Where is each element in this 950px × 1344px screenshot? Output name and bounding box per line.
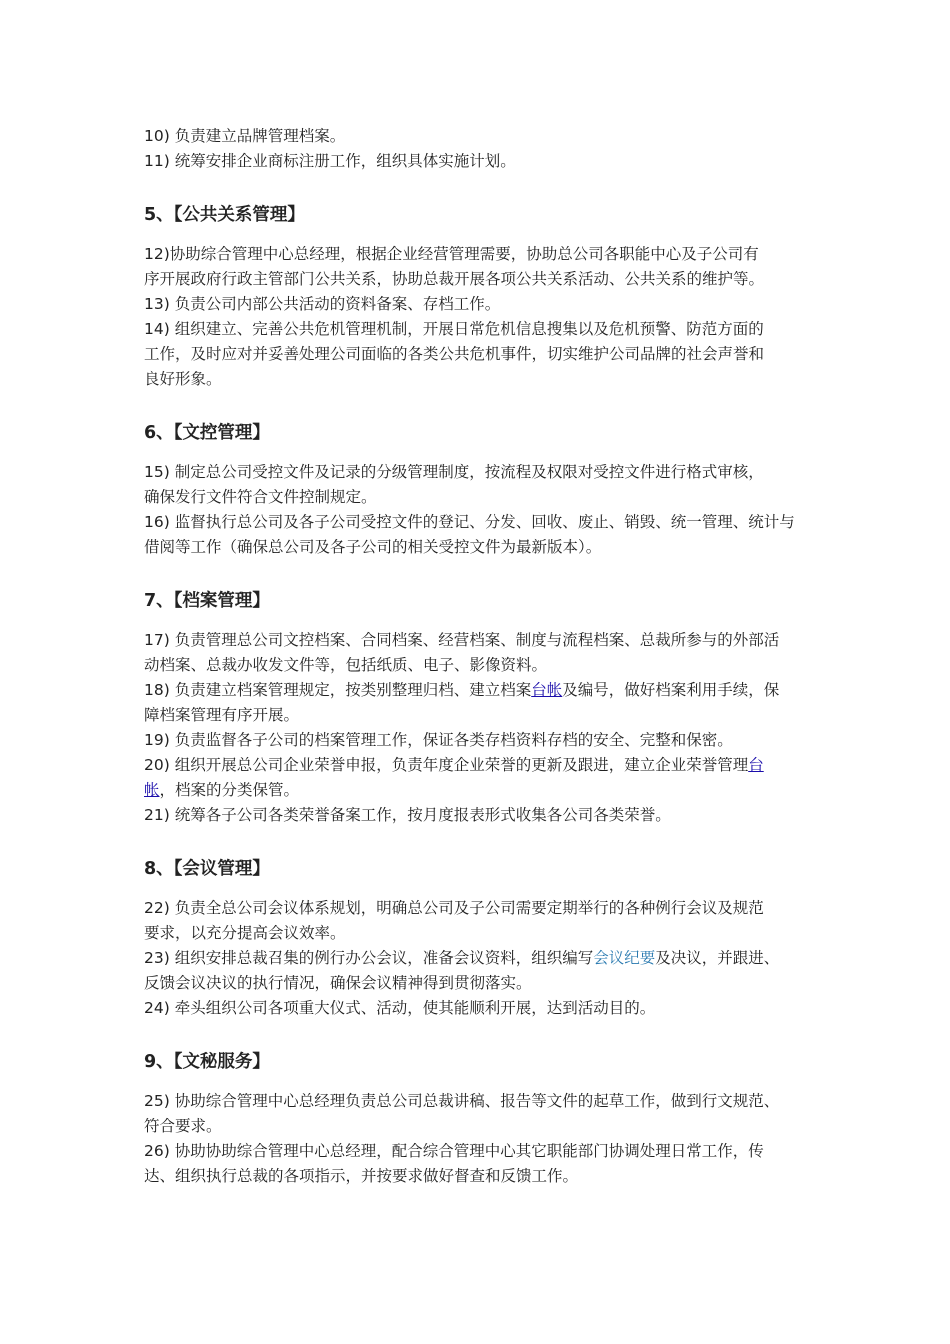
item-20-line [144, 778, 816, 803]
item-23-text: 及决议，并跟进、 [655, 949, 780, 967]
item-18-text: 18) 负责建立档案管理规定，按类别整理归档、建立档案 [144, 681, 532, 699]
item-15-line: 确保发行文件符合文件控制规定。 [144, 488, 377, 506]
item-20-line [144, 753, 816, 778]
item-16-line: 借阅等工作（确保总公司及各子公司的相关受控文件为最新版本）。 [144, 538, 602, 556]
section-heading-9: 9、【文秘服务】 [144, 1052, 270, 1072]
item-14-line: 工作，及时应对并妥善处理公司面临的各类公共危机事件，切实维护公司品牌的社会声誉和 [144, 345, 765, 363]
item-14-line: 良好形象。 [144, 370, 222, 388]
item-18-line: 障档案管理有序开展。 [144, 706, 300, 724]
item-12 [144, 242, 816, 292]
item-22-line: 22) 负责全总公司会议体系规划，明确总公司及子公司需要定期举行的各种例行会议及规范 [144, 899, 764, 917]
item-18 [144, 678, 816, 728]
ledger-link[interactable]: 台帐 [531, 681, 563, 699]
item-20 [144, 753, 816, 803]
item-20-text: 20) 组织开展总公司企业荣誉申报，负责年度企业荣誉的更新及跟进，建立企业荣誉管理 [144, 756, 749, 774]
item-10: 10) 负责建立品牌管理档案。 [144, 127, 346, 145]
item-14-line: 14) 组织建立、完善公共危机管理机制，开展日常危机信息搜集以及危机预警、防范方面的 [144, 320, 764, 338]
item-15 [144, 460, 816, 510]
item-11: 11) 统筹安排企业商标注册工作，组织具体实施计划。 [144, 152, 516, 170]
ledger-link-part2[interactable]: 帐 [144, 781, 160, 799]
item-26 [144, 1139, 816, 1189]
item-15-line: 15) 制定总公司受控文件及记录的分级管理制度，按流程及权限对受控文件进行格式审核， [144, 463, 764, 481]
section-heading-8: 8、【会议管理】 [144, 859, 270, 879]
item-26-line: 26) 协助协助综合管理中心总经理，配合综合管理中心其它职能部门协调处理日常工作，传 [144, 1142, 764, 1160]
item-18-line [144, 678, 816, 703]
item-23 [144, 946, 816, 996]
document-page [144, 124, 816, 1189]
item-21: 21) 统筹各子公司各类荣誉备案工作，按月度报表形式收集各公司各类荣誉。 [144, 806, 671, 824]
item-16-line: 16) 监督执行总公司及各子公司受控文件的登记、分发、回收、废止、销毁、统一管理、统计与 [144, 513, 795, 531]
item-14 [144, 317, 816, 392]
item-24: 24) 牵头组织公司各项重大仪式、活动，使其能顺利开展，达到活动目的。 [144, 999, 656, 1017]
item-12-line: 12)协助综合管理中心总经理，根据企业经营管理需要，协助总公司各职能中心及子公司有 [144, 245, 759, 263]
ledger-link-part1[interactable]: 台 [748, 756, 764, 774]
meeting-minutes-link[interactable]: 会议纪要 [593, 949, 656, 967]
item-19: 19) 负责监督各子公司的档案管理工作，保证各类存档资料存档的安全、完整和保密。 [144, 731, 733, 749]
item-16 [144, 510, 816, 560]
item-17-line: 动档案、总裁办收发文件等，包括纸质、电子、影像资料。 [144, 656, 548, 674]
section-heading-6: 6、【文控管理】 [144, 423, 270, 443]
section-heading-5: 5、【公共关系管理】 [144, 205, 305, 225]
item-17 [144, 628, 816, 678]
item-25-line: 25) 协助综合管理中心总经理负责总公司总裁讲稿、报告等文件的起草工作，做到行文规范、 [144, 1092, 780, 1110]
item-17-line: 17) 负责管理总公司文控档案、合同档案、经营档案、制度与流程档案、总裁所参与的外部活 [144, 631, 780, 649]
item-12-line: 序开展政府行政主管部门公共关系，协助总裁开展各项公共关系活动、公共关系的维护等。 [144, 270, 765, 288]
item-23-text: 23) 组织安排总裁召集的例行办公会议，准备会议资料，组织编写 [144, 949, 594, 967]
item-25 [144, 1089, 816, 1139]
item-25-line: 符合要求。 [144, 1117, 222, 1135]
item-26-line: 达、组织执行总裁的各项指示，并按要求做好督查和反馈工作。 [144, 1167, 579, 1185]
item-23-line [144, 946, 816, 971]
item-18-text: 及编号，做好档案利用手续，保 [562, 681, 780, 699]
item-23-line: 反馈会议决议的执行情况，确保会议精神得到贯彻落实。 [144, 974, 532, 992]
item-20-text: ，档案的分类保管。 [159, 781, 300, 799]
section-heading-7: 7、【档案管理】 [144, 591, 270, 611]
item-22-line: 要求，以充分提高会议效率。 [144, 924, 346, 942]
item-13: 13) 负责公司内部公共活动的资料备案、存档工作。 [144, 295, 501, 313]
item-22 [144, 896, 816, 946]
